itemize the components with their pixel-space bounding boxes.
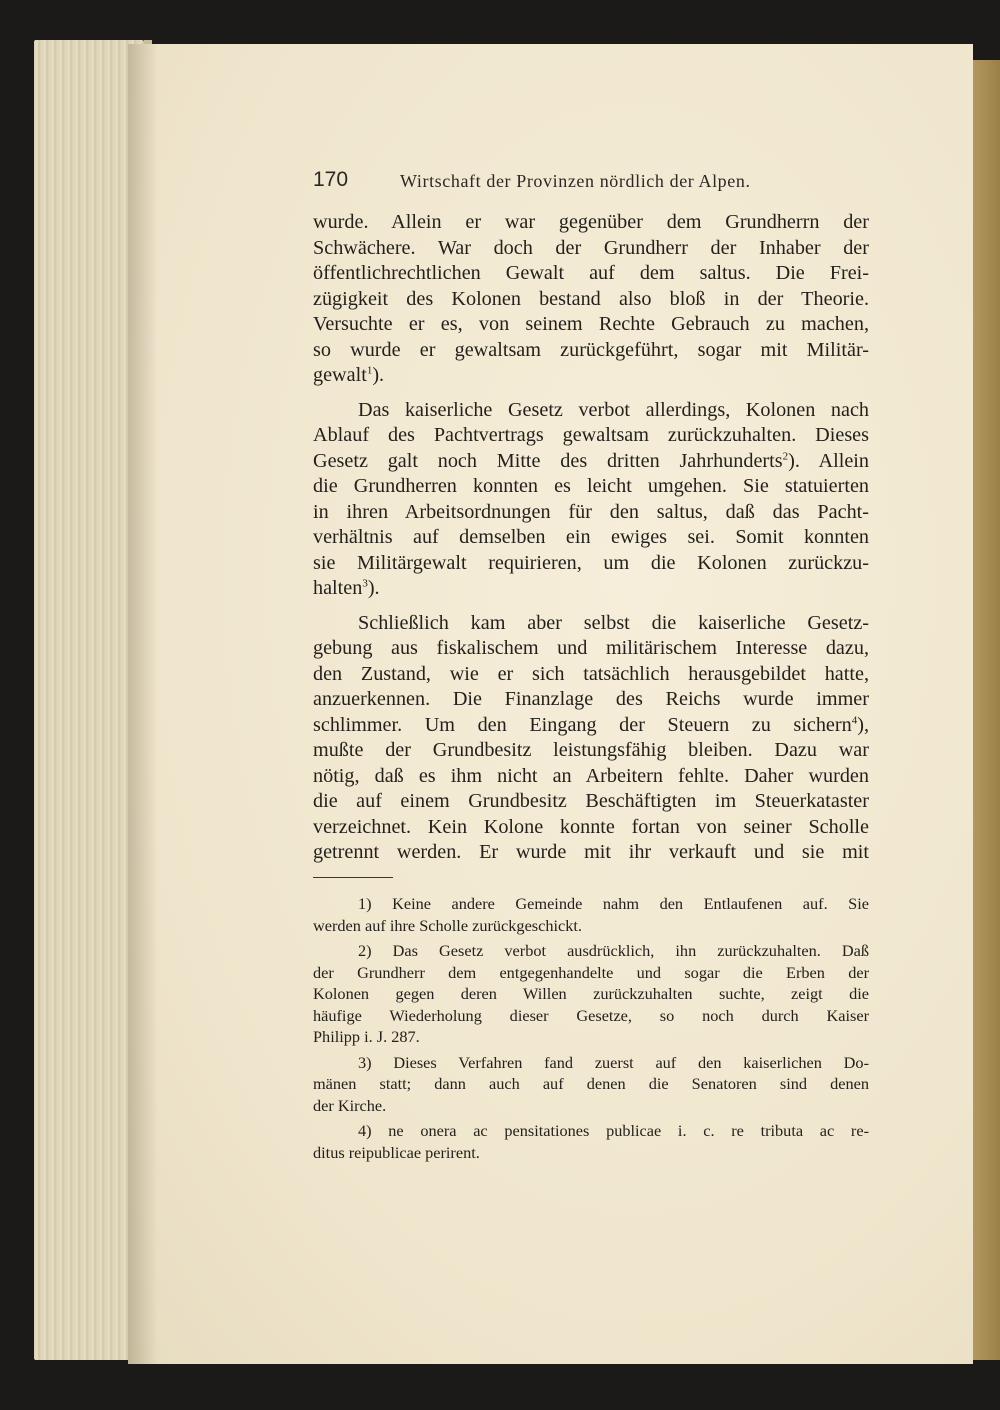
page-number: 170 [313,168,349,191]
text-line: anzuerkennen. Die Finanzlage des Reichs wurde immer [313,688,869,710]
footnote-ref-4[interactable]: 4 [851,713,858,726]
gutter-shadow [128,44,158,1364]
footnote-line: häufige Wiederholung dieser Gesetze, so noch durch Kaiser [313,1005,869,1025]
text-line: Schließlich kam aber selbst die kaiserliche Gesetz- [358,611,869,634]
text-line: wurde. Allein er war gegenüber dem Grundherrn der [313,211,869,233]
text-fragment: gewalt [313,364,367,386]
footnote-ref-3[interactable]: 3 [362,577,368,590]
footnote-line: der Kirche. [313,1095,387,1115]
footnote-line: 3) Dieses Verfahren fand zuerst auf den kaiserlichen Do- [358,1052,869,1072]
text-fragment: ). Allein [788,449,870,472]
text-line: sie Militärgewalt requirieren, um die Kolonen zurückzu- [313,551,869,574]
footnote-ref-1[interactable]: 1 [366,364,373,377]
footnote-4 [313,1120,869,1163]
text-line: so wurde er gewaltsam zurückgeführt, sogar mit Militär- [313,338,869,361]
text-line: gebung aus fiskalischem und militärischem Interesse dazu, [313,637,869,659]
text-fragment: halten [313,577,363,599]
text-line: verzeichnet. Kein Kolone konnte fortan von seiner Scholle [313,815,869,838]
footnote-3 [313,1052,869,1117]
footnote-line: Kolonen gegen deren Willen zurückzuhalten suchte, zeigt die [313,984,869,1003]
footnote-line: 4) ne onera ac pensitationes publicae i. c. re tributa ac re- [358,1121,869,1140]
text-line: zügigkeit des Kolonen bestand also bloß in der Theorie. [313,287,869,310]
paragraph-2 [313,398,869,602]
text-line: in ihren Arbeitsordnungen für den saltus, daß das Pacht- [313,500,869,523]
footnote-line: mänen statt; dann auch auf denen die Senatoren sind denen [313,1074,869,1093]
footnote-line: 1) Keine andere Gemeinde nahm den Entlaufenen auf. Sie [358,894,869,913]
body-text [313,210,869,866]
footnotes [313,893,869,1167]
text-line: Ablauf des Pachtvertrags gewaltsam zurückzuhalten. Dieses [313,424,869,446]
text-line: getrennt werden. Er wurde mit ihr verkauft und sie mit [313,841,869,863]
text-line: verhältnis auf demselben ein ewiges sei. Somit konnten [313,526,869,548]
footnote-ref-2[interactable]: 2 [782,449,789,462]
text-line: mußte der Grundbesitz leistungsfähig bleiben. Dazu war [313,739,869,761]
text-line: Versuchte er es, von seinem Rechte Gebrauch zu machen, [313,313,869,335]
footnote-1 [313,893,869,936]
text-line: Schwächere. War doch der Grundherr der Inhaber der [313,236,869,259]
footnote-divider [313,877,393,878]
text-fragment: Gesetz galt noch Mitte des dritten Jahrhunderts [313,449,783,472]
text-line [313,449,869,475]
text-line [313,363,869,389]
text-line: nötig, daß es ihm nicht an Arbeitern fehlte. Daher wurden [313,764,869,787]
footnote-line: der Grundherr dem entgegenhandelte und sogar die Erben der [313,962,869,982]
footnote-line: Philipp i. J. 287. [313,1027,420,1046]
footnote-line: 2) Das Gesetz verbot ausdrücklich, ihn zurückzuhalten. Daß [358,941,869,960]
text-fragment: ). [367,577,380,599]
text-line: Das kaiserliche Gesetz verbot allerdings, Kolonen nach [358,398,869,421]
paragraph-3 [313,611,869,866]
running-head [313,168,873,198]
text-line: den Zustand, wie er sich tatsächlich herausgebildet hatte, [313,662,869,685]
footnote-2 [313,940,869,1048]
paragraph-1 [313,210,869,389]
text-fragment: ). [372,364,385,386]
text-line: die auf einem Grundbesitz Beschäftigten im Steuerkataster [313,790,869,812]
text-line: öffentlichrechtlichen Gewalt auf dem saltus. Die Frei- [313,262,869,284]
facing-page-edge [970,60,1000,1360]
text-line [313,713,869,739]
text-fragment: ), [857,713,869,736]
footnote-line: werden auf ihre Scholle zurückgeschickt. [313,915,582,935]
text-line [313,576,869,602]
running-title: Wirtschaft der Provinzen nördlich der Alpen. [400,171,751,191]
text-fragment: schlimmer. Um den Eingang der Steuern zu sichern [313,713,852,736]
footnote-line: ditus reipublicae perirent. [313,1142,480,1162]
text-line: die Grundherren konnten es leicht umgehen. Sie statuierten [313,475,869,497]
